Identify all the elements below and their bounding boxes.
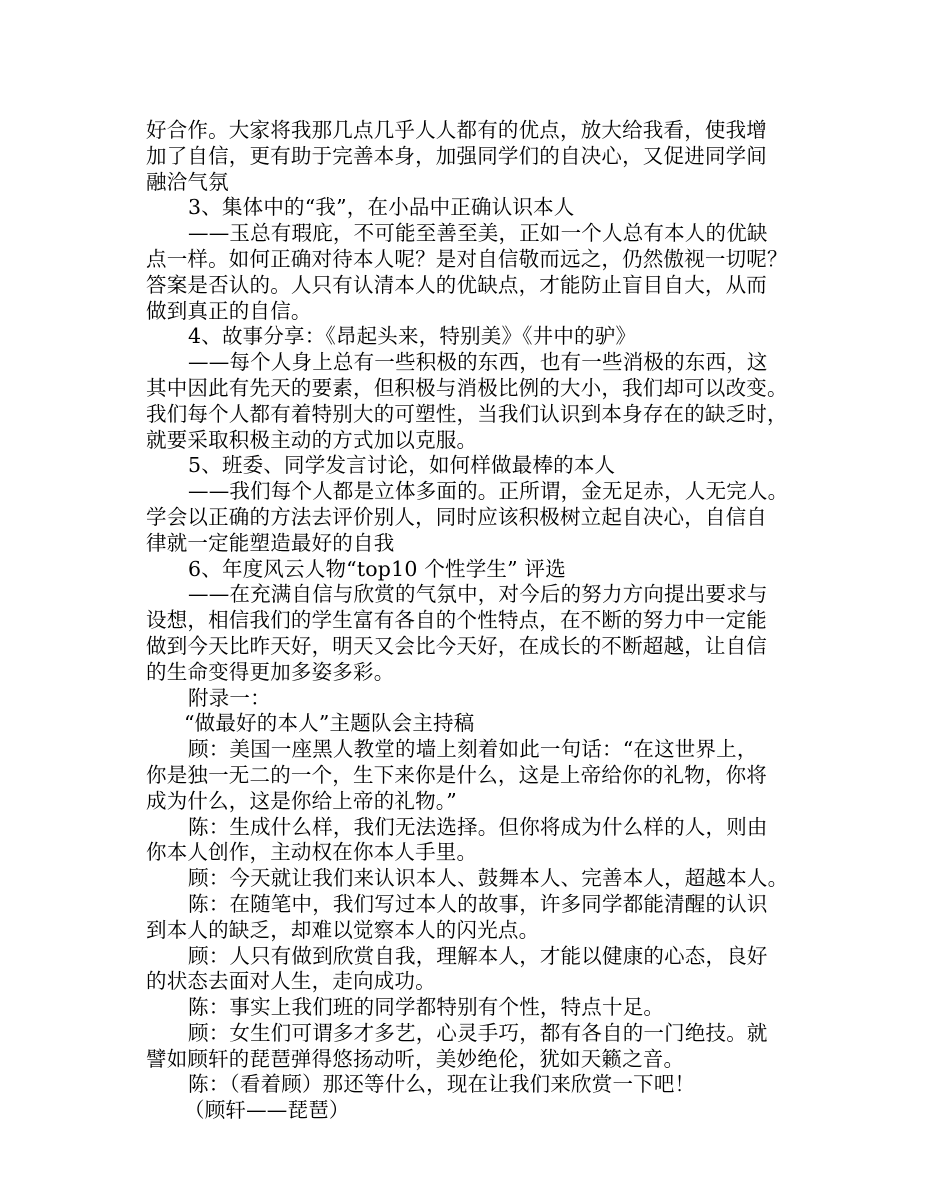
paragraph-line: 律就一定能塑造最好的自我 — [146, 530, 395, 555]
paragraph-line: 的生命变得更加多姿多彩。 — [146, 659, 395, 684]
paragraph-line: ——在充满自信与欣赏的气氛中，对今后的努力方向提出要求与 — [188, 582, 768, 607]
document-page — [146, 118, 818, 1124]
dialogue-line: 陈：（看着顾）那还等什么，现在让我们来欣赏一下吧！ — [188, 1072, 696, 1097]
dialogue-line: 你是独一无二的一个，生下来你是什么，这是上帝给你的礼物，你将 — [146, 762, 767, 787]
section-heading: 6、年度风云人物“top10 个性学生” 评选 — [188, 556, 566, 581]
paragraph-line: 好合作。大家将我那几点几乎人人都有的优点，放大给我看，使我增 — [146, 118, 767, 142]
dialogue-line: 成为什么，这是你给上帝的礼物。” — [146, 788, 457, 813]
paragraph-line: 答案是否认的。人只有认清本人的优缺点，才能防止盲目自大，从而 — [146, 272, 767, 297]
paragraph-line: 就要采取积极主动的方式加以克服。 — [146, 427, 478, 452]
paragraph-line: 加了自信，更有助于完善本身，加强同学们的自决心，又促进同学间 — [146, 143, 767, 168]
dialogue-line: 到本人的缺乏，却难以觉察本人的闪光点。 — [146, 917, 540, 942]
dialogue-line: 顾：美国一座黑人教堂的墙上刻着如此一句话：“在这世界上， — [188, 737, 758, 762]
paragraph-line: 做到今天比昨天好，明天又会比今天好，在成长的不断超越，让自信 — [146, 633, 767, 658]
appendix-label: 附录一： — [188, 685, 271, 710]
dialogue-line: 你本人创作，主动权在你本人手里。 — [146, 840, 478, 865]
paragraph-line: 我们每个人都有着特别大的可塑性，当我们认识到本身存在的缺乏时， — [146, 401, 788, 426]
paragraph-line: 其中因此有先天的要素，但积极与消极比例的大小，我们却可以改变。 — [146, 375, 788, 400]
paragraph-line: ——玉总有瑕庇，不可能至善至美，正如一个人总有本人的优缺 — [188, 221, 768, 246]
paragraph-line: 点一样。如何正确对待本人呢？是对自信敬而远之，仍然傲视一切呢？ — [146, 246, 788, 271]
dialogue-line: 陈：生成什么样，我们无法选择。但你将成为什么样的人，则由 — [188, 814, 768, 839]
dialogue-line: 顾：今天就让我们来认识本人、鼓舞本人、完善本人，超越本人。 — [188, 866, 789, 891]
paragraph-line: 融洽气氛 — [146, 169, 229, 194]
paragraph-line: 设想，相信我们的学生富有各自的个性特点，在不断的努力中一定能 — [146, 608, 767, 633]
paragraph-line: 学会以正确的方法去评价别人，同时应该积极树立起自决心，自信自 — [146, 504, 767, 529]
section-heading: 3、集体中的“我”，在小品中正确认识本人 — [188, 195, 575, 220]
section-heading: 4、故事分享：《昂起头来，特别美》《井中的驴》 — [188, 324, 637, 349]
section-heading: 5、班委、同学发言讨论，如何样做最棒的本人 — [188, 453, 616, 478]
paragraph-line: ——每个人身上总有一些积极的东西，也有一些消极的东西，这 — [188, 350, 768, 375]
dialogue-line: 譬如顾轩的琵琶弹得悠扬动听，美妙绝伦，犹如天籁之音。 — [146, 1046, 685, 1071]
paragraph-line: ——我们每个人都是立体多面的。正所谓，金无足赤，人无完人。 — [188, 479, 789, 504]
dialogue-line: 陈：事实上我们班的同学都特别有个性，特点十足。 — [188, 995, 665, 1020]
dialogue-line: 顾：女生们可谓多才多艺，心灵手巧，都有各自的一门绝技。就 — [188, 1020, 768, 1045]
dialogue-line: 顾：人只有做到欣赏自我，理解本人，才能以健康的心态，良好 — [188, 943, 768, 968]
stage-direction: （顾轩——琵琶） — [184, 1098, 350, 1123]
appendix-title: “做最好的本人”主题队会主持稿 — [184, 711, 475, 736]
dialogue-line: 陈：在随笔中，我们写过本人的故事，许多同学都能清醒的认识 — [188, 891, 768, 916]
dialogue-line: 的状态去面对人生，走向成功。 — [146, 969, 436, 994]
paragraph-line: 做到真正的自信。 — [146, 298, 312, 323]
